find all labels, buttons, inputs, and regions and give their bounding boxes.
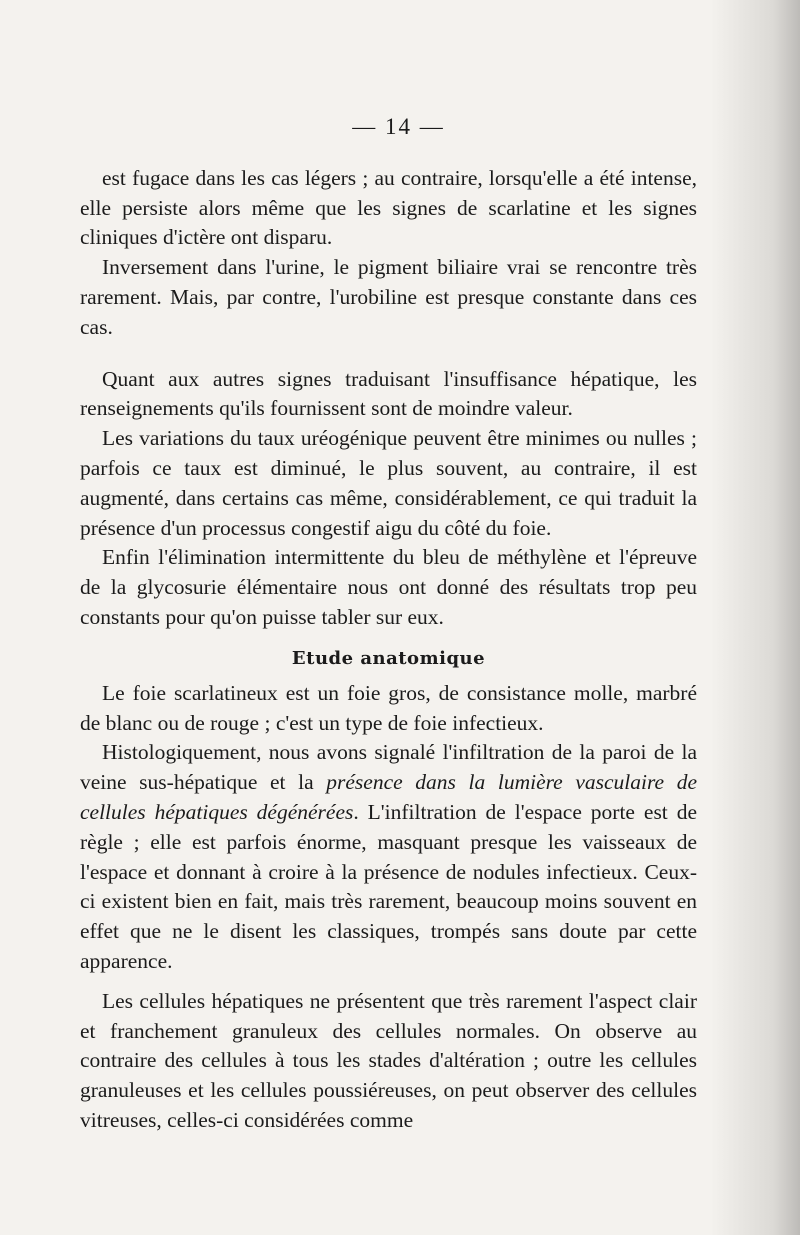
paragraph: Le foie scarlatineux est un foie gros, de consistance molle, marbré de blanc ou de rouge ; c'est un type de foie infectieux. (80, 680, 697, 735)
text-run: Histologiquement, nous avons signalé l'infiltration de la paroi de la veine sus-hépatique et la (80, 740, 697, 795)
paragraph: Les variations du taux uréogénique peuvent être minimes ou nulles ; parfois ce taux est diminué, le plus souvent, au contraire, il est augmenté, dans certains cas même, considérablement, ce qui traduit la présence d'un processus congestif aigu du côté du foie. (80, 426, 697, 540)
paragraph: Quant aux autres signes traduisant l'insuffisance hépatique, les renseignements qu'ils fournissent sont de moindre valeur. (80, 366, 697, 421)
section-title: Etude anatomique (291, 647, 486, 669)
paragraph-gap (80, 343, 697, 365)
paragraph (80, 738, 697, 976)
paragraph: Inversement dans l'urine, le pigment biliaire vrai se rencontre très rarement. Mais, par contre, l'urobiline est presque constante dans ces cas. (80, 255, 697, 339)
page-edge-shadow (710, 0, 800, 1235)
paragraph: Les cellules hépatiques ne présentent que très rarement l'aspect clair et franchement granuleux des cellules normales. On observe au contraire des cellules à tous les stades d'altération ; outre les cellules granuleuses et les cellules poussiéreuses, on peut observer des cellules vitreuses, celles-ci considérées comme (80, 988, 697, 1132)
paragraph-gap (80, 977, 697, 987)
paragraph: Enfin l'élimination intermittente du bleu de méthylène et l'épreuve de la glycosurie élémentaire nous ont donné des résultats trop peu constants pour qu'on puisse tabler sur eux. (80, 545, 697, 629)
page-number: — 14 — (352, 114, 445, 139)
paragraph: est fugace dans les cas légers ; au contraire, lorsqu'elle a été intense, elle persiste alors même que les signes de scarlatine et les signes cliniques d'ictère ont disparu. (80, 165, 697, 250)
italic-phrase: présence dans la lumière vasculaire de cellules hépatiques dégénérées (80, 770, 697, 824)
text-run: . L'infiltration de l'espace porte est de règle ; elle est parfois énorme, masquant presque les vaisseaux de l'espace et donnant à croire à la présence de nodules infectieux. Ceux-ci existent bien en fait, mais très rarement, beaucoup moins souvent en effet que ne le disent les classiques, trompés sans doute par cette apparence. (80, 799, 697, 973)
document-page (80, 112, 697, 1136)
